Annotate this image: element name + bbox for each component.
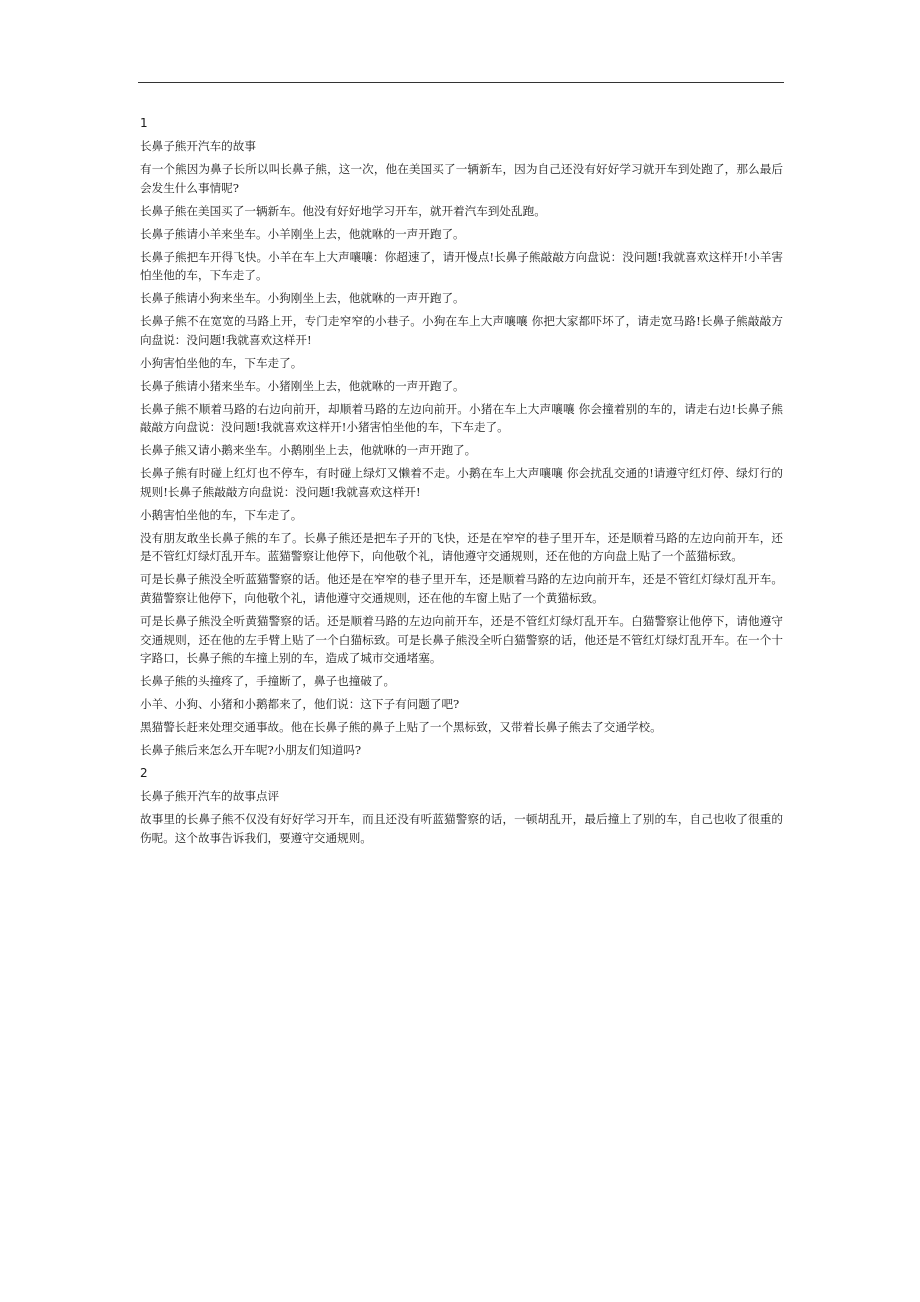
section-number: 2 (140, 766, 148, 781)
paragraph: 可是长鼻子熊没全听黄猫警察的话。还是顺着马路的左边向前开车，还是不管红灯绿灯乱开车。白猫警察让他停下，请他遵守交通规则，还在他的左手臂上贴了一个白猫标致。可是长鼻子熊没全听白猫警察的话，他还是不管红灯绿灯乱开车。在一个十字路口，长鼻子熊的车撞上别的车，造成了城市交通堵塞。 (140, 613, 783, 666)
review-title: 长鼻子熊开汽车的故事点评 (140, 789, 280, 803)
paragraph: 长鼻子熊请小羊来坐车。小羊刚坐上去，他就咻的一声开跑了。 (140, 226, 465, 241)
paragraph: 长鼻子熊的头撞疼了，手撞断了，鼻子也撞破了。 (140, 674, 396, 689)
paragraph: 故事里的长鼻子熊不仅没有好好学习开车，而且还没有听蓝猫警察的话，一顿胡乱开，最后撞上了别的车，自己也收了很重的伤呢。这个故事告诉我们，要遵守交通规则。 (140, 811, 783, 845)
paragraph: 小鹅害怕坐他的车，下车走了。 (140, 507, 303, 522)
paragraph: 长鼻子熊请小狗来坐车。小狗刚坐上去，他就咻的一声开跑了。 (140, 291, 465, 306)
paragraph: 长鼻子熊有时碰上红灯也不停车，有时碰上绿灯又懒着不走。小鹅在车上大声嚷嚷 你会扰乱交通的!请遵守红灯停、绿灯行的规则!长鼻子熊敲敲方向盘说：没问题!我就喜欢这样开! (140, 466, 783, 499)
document-body (140, 114, 783, 852)
paragraph: 没有朋友敢坐长鼻子熊的车了。长鼻子熊还是把车子开的飞快，还是在窄窄的巷子里开车，还是顺着马路的左边向前开车，还是不管红灯绿灯乱开车。蓝猫警察让他停下，向他敬个礼，请他遵守交通规则，还在他的方向盘上贴了一个蓝猫标致。 (140, 530, 783, 564)
header-rule (138, 82, 784, 83)
paragraph: 长鼻子熊请小猪来坐车。小猪刚坐上去，他就咻的一声开跑了。 (140, 378, 465, 393)
paragraph: 有一个熊因为鼻子长所以叫长鼻子熊，这一次，他在美国买了一辆新车，因为自己还没有好好学习就开车到处跑了，那么最后会发生什么事情呢? (140, 161, 783, 195)
paragraph: 长鼻子熊不顺着马路的右边向前开，却顺着马路的左边向前开。小猪在车上大声嚷嚷 你会撞着别的车的，请走右边!长鼻子熊敲敲方向盘说：没问题!我就喜欢这样开!小猪害怕坐他的车，下车走了。 (140, 401, 783, 435)
paragraph: 长鼻子熊不在宽宽的马路上开，专门走窄窄的小巷子。小狗在车上大声嚷嚷 你把大家都吓坏了，请走宽马路!长鼻子熊敲敲方向盘说：没问题!我就喜欢这样开! (140, 314, 783, 347)
paragraph: 可是长鼻子熊没全听蓝猫警察的话。他还是在窄窄的巷子里开车，还是顺着马路的左边向前开车，还是不管红灯绿灯乱开车。黄猫警察让他停下，向他敬个礼，请他遵守交通规则，还在他的车窗上贴了一个黄猫标致。 (140, 572, 783, 605)
paragraph: 长鼻子熊后来怎么开车呢?小朋友们知道吗? (140, 743, 362, 758)
paragraph: 长鼻子熊又请小鹅来坐车。小鹅刚坐上去，他就咻的一声开跑了。 (140, 443, 477, 458)
section-number: 1 (140, 116, 148, 130)
paragraph: 长鼻子熊在美国买了一辆新车。他没有好好地学习开车，就开着汽车到处乱跑。 (140, 203, 546, 218)
story-title: 长鼻子熊开汽车的故事 (140, 138, 256, 153)
paragraph: 小羊、小狗、小猪和小鹅都来了，他们说：这下子有问题了吧? (140, 697, 460, 712)
paragraph: 小狗害怕坐他的车，下车走了。 (140, 355, 303, 370)
paragraph: 长鼻子熊把车开得飞快。小羊在车上大声嚷嚷：你超速了，请开慢点!长鼻子熊敲敲方向盘说：没问题!我就喜欢这样开!小羊害怕坐他的车，下车走了。 (140, 249, 783, 283)
paragraph: 黑猫警长赶来处理交通事故。他在长鼻子熊的鼻子上贴了一个黑标致，又带着长鼻子熊去了交通学校。 (140, 720, 662, 735)
